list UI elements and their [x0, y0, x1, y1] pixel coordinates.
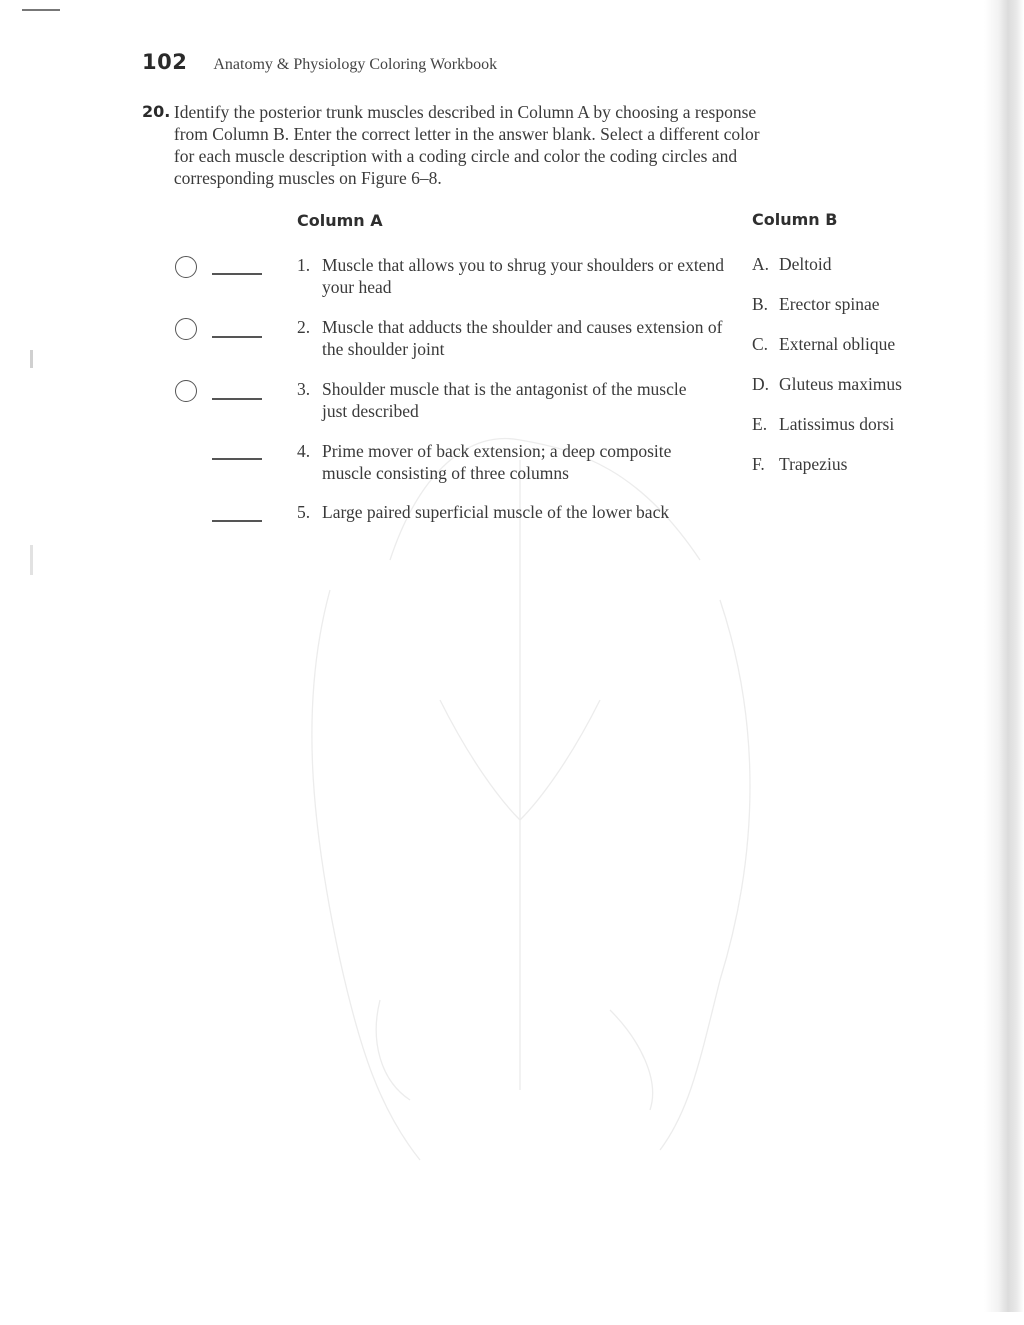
- answer-blank[interactable]: [212, 520, 262, 522]
- column-a-item: [297, 501, 737, 523]
- column-a-item: [297, 440, 707, 484]
- exercise-prompt: [142, 101, 772, 189]
- column-b-option: [752, 453, 847, 475]
- option-text: Latissimus dorsi: [779, 414, 895, 434]
- answer-blank[interactable]: [212, 458, 262, 460]
- option-letter: D.: [752, 374, 770, 394]
- coding-circle[interactable]: [175, 380, 197, 402]
- exercise-number: 20.: [142, 102, 171, 121]
- column-b-option: [752, 253, 832, 275]
- option-letter: B.: [752, 294, 769, 314]
- option-letter: C.: [752, 334, 769, 354]
- option-letter: E.: [752, 414, 768, 434]
- answer-blank[interactable]: [212, 398, 262, 400]
- exercise-instructions: Identify the posterior trunk muscles described in Column A by choosing a response from Column B. Enter the correct letter in the answer blank. Select a different color for each muscle description with a coding circle and color the coding circles and corresponding muscles on Figure 6–8.: [173, 102, 760, 188]
- page-bottom-edge: [0, 1312, 1024, 1325]
- column-b-option: [752, 413, 894, 435]
- column-b-option: [752, 373, 902, 395]
- column-a-item: [297, 378, 697, 422]
- option-text: External oblique: [779, 334, 896, 354]
- page-header: [142, 50, 497, 74]
- column-b-option: [752, 293, 880, 315]
- column-a-heading: Column A: [297, 211, 383, 230]
- option-letter: F.: [752, 454, 765, 474]
- option-text: Erector spinae: [779, 294, 880, 314]
- answer-blank[interactable]: [212, 336, 262, 338]
- column-a-item: [297, 316, 727, 360]
- option-text: Deltoid: [779, 254, 832, 274]
- item-number: 3.: [297, 379, 311, 399]
- page-number: 102: [142, 50, 188, 74]
- option-letter: A.: [752, 254, 770, 274]
- item-description: Muscle that allows you to shrug your shoulders or extend your head: [322, 255, 724, 297]
- coding-circle[interactable]: [175, 318, 197, 340]
- column-a-item: [297, 254, 727, 298]
- item-number: 5.: [297, 502, 311, 522]
- option-text: Gluteus maximus: [779, 374, 902, 394]
- answer-blank[interactable]: [212, 273, 262, 275]
- item-description: Shoulder muscle that is the antagonist of the muscle just described: [322, 379, 687, 421]
- coding-circle[interactable]: [175, 256, 197, 278]
- book-title: Anatomy & Physiology Coloring Workbook: [213, 56, 498, 73]
- item-number: 1.: [297, 255, 311, 275]
- page-edge-shadow: [984, 0, 1024, 1325]
- item-description: Prime mover of back extension; a deep composite muscle consisting of three columns: [322, 441, 672, 483]
- item-number: 4.: [297, 441, 311, 461]
- option-text: Trapezius: [779, 454, 848, 474]
- column-b-heading: Column B: [752, 210, 838, 229]
- item-description: Muscle that adducts the shoulder and causes extension of the shoulder joint: [322, 317, 723, 359]
- item-description: Large paired superficial muscle of the lower back: [322, 502, 670, 522]
- column-b-option: [752, 333, 895, 355]
- item-number: 2.: [297, 317, 311, 337]
